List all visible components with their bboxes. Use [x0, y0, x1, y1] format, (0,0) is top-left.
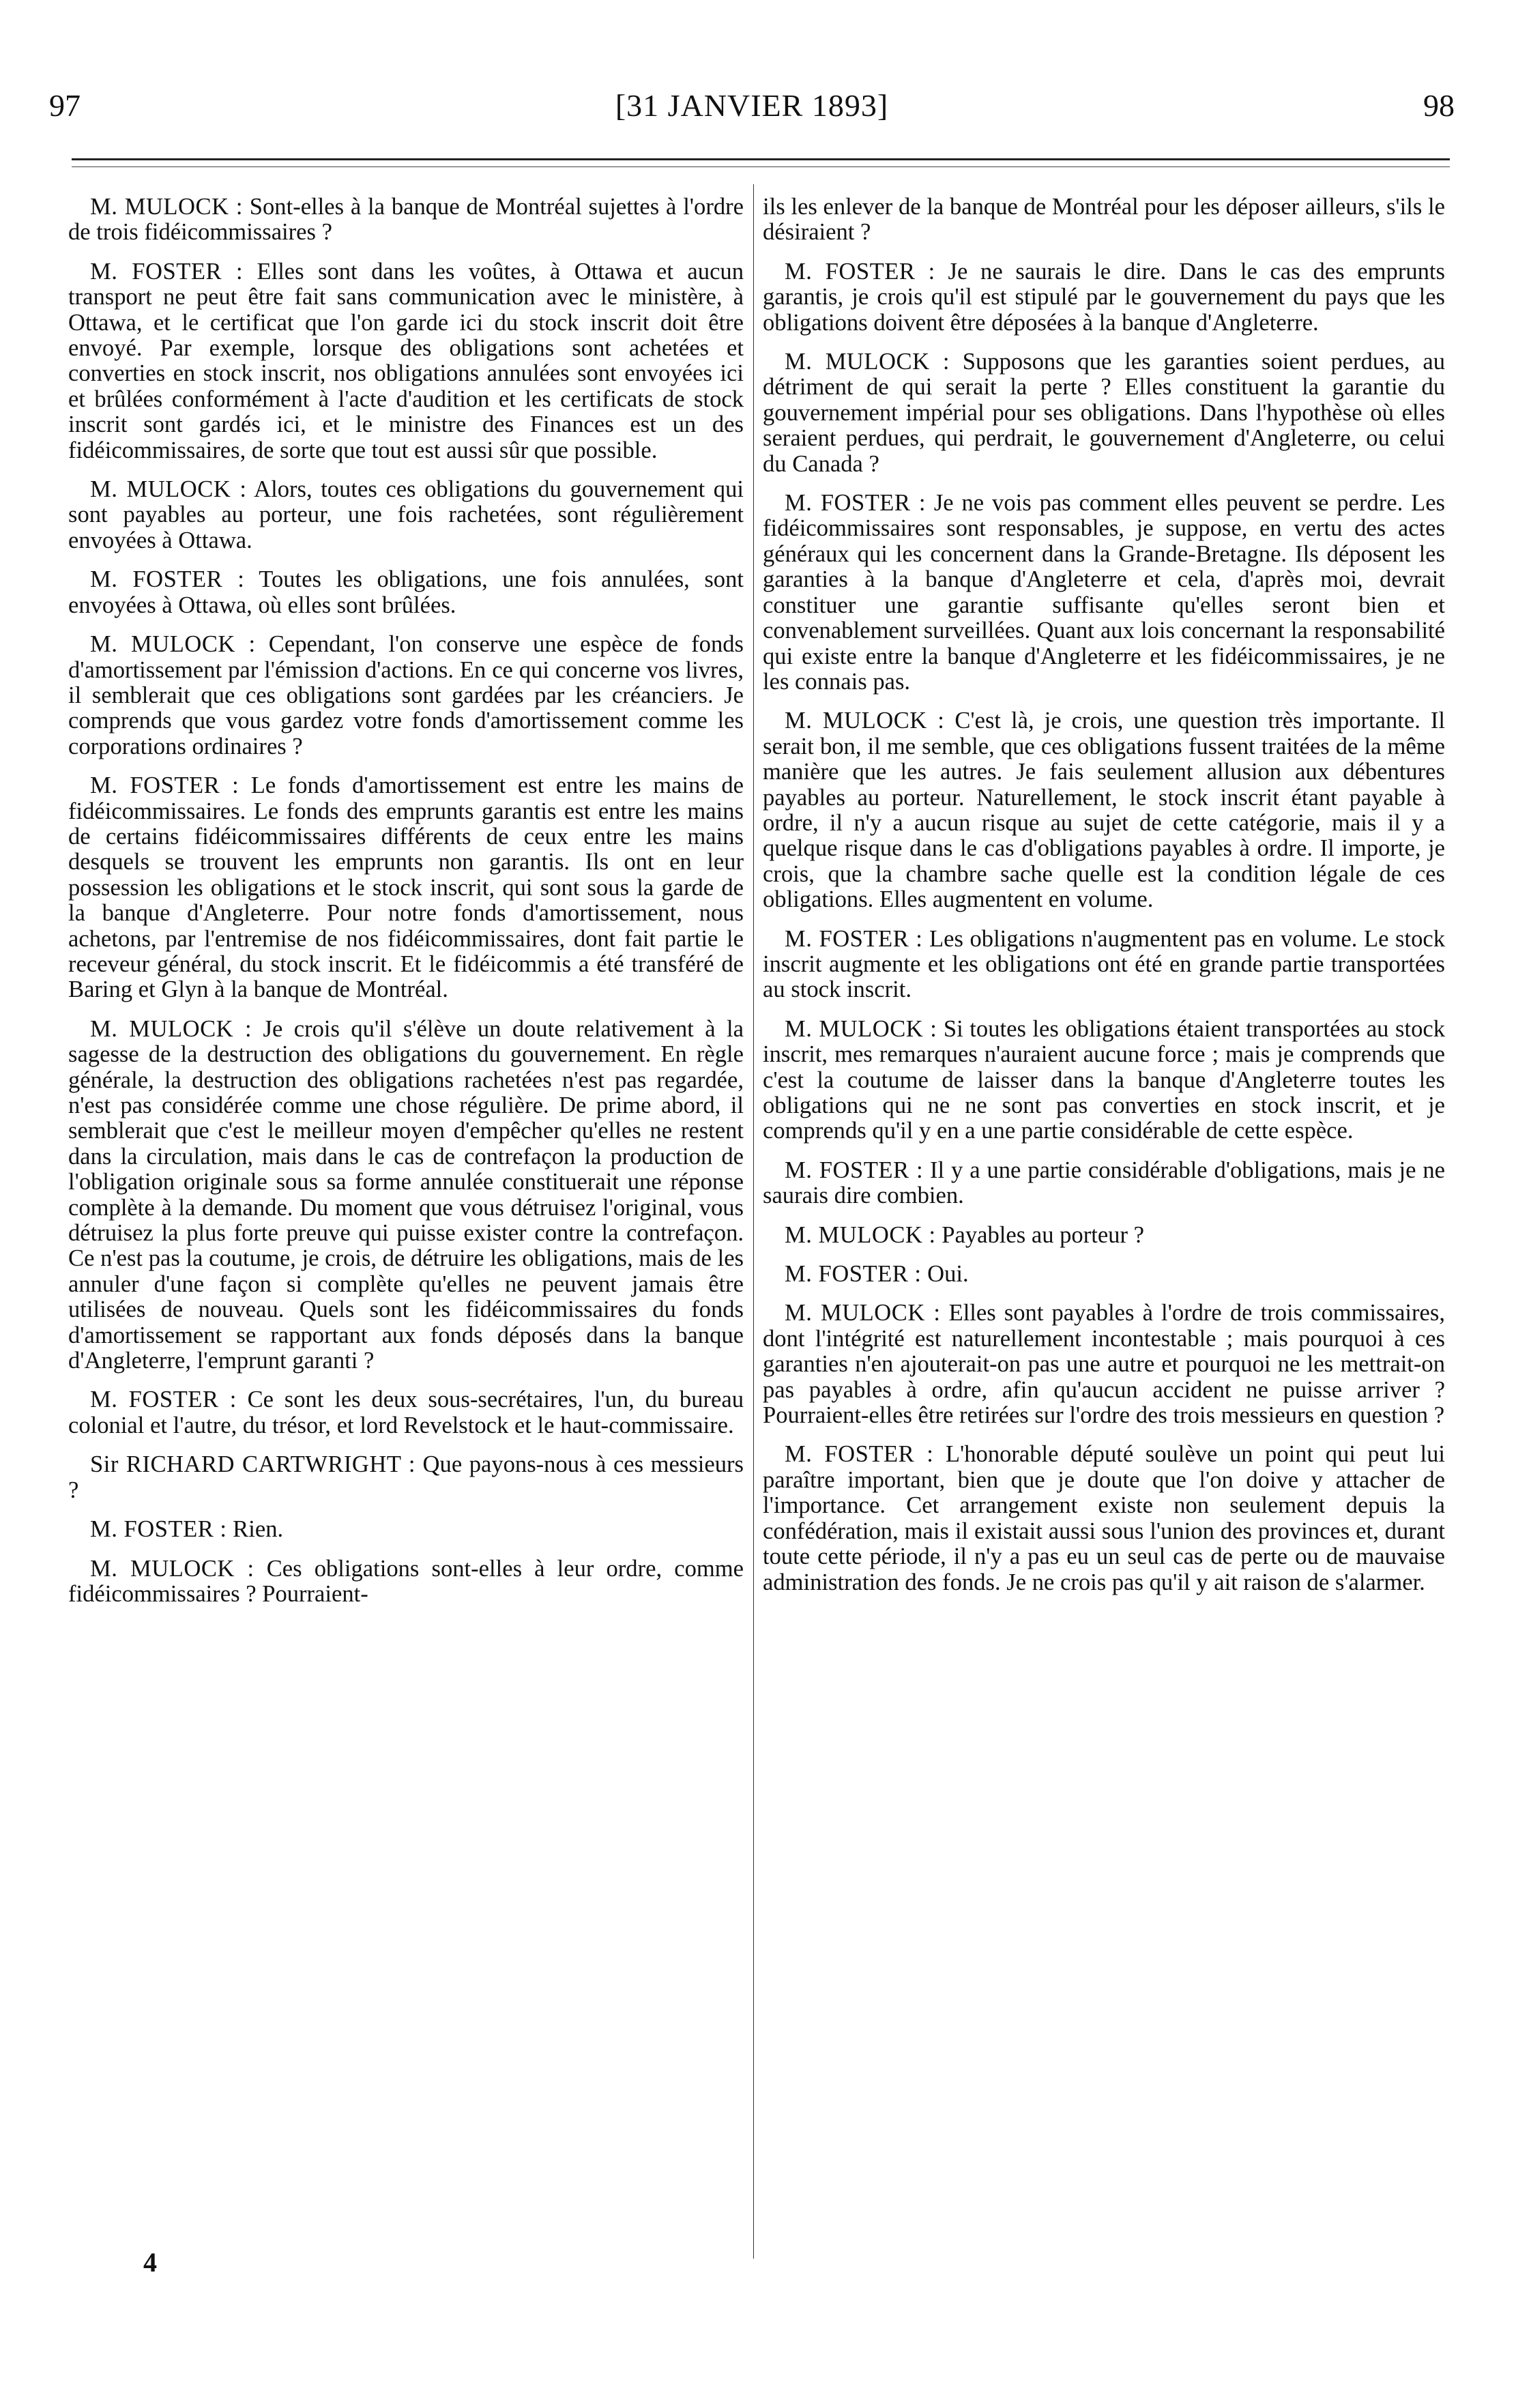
paragraph-text: Si toutes les obligations étaient transportées au stock inscrit, mes remarques n'auraient aucune force ; mais je comprends que c'est la coutume de laisser dans la banque d'Angleterre toutes les obligations qui ne ne sont pas converties en stock inscrit, et je comprends qu'il y en a une partie considérable de cette espèce. — [763, 1015, 1445, 1144]
speaker-name: M. MULOCK : — [785, 1221, 936, 1248]
paragraph — [68, 632, 744, 759]
page-number-right: 98 — [1423, 88, 1455, 123]
paragraph-text: Sont-elles à la banque de Montréal sujettes à l'ordre de trois fidéicommissaires ? — [68, 194, 744, 246]
page-number-left: 97 — [49, 88, 81, 123]
paragraph — [68, 567, 744, 618]
speaker-name: M. FOSTER : — [90, 1516, 227, 1543]
speaker-name: M. FOSTER : — [90, 566, 245, 593]
speaker-name: M. MULOCK : — [785, 349, 950, 375]
paragraph — [68, 194, 744, 246]
paragraph — [763, 349, 1445, 477]
paragraph — [763, 927, 1445, 1003]
speaker-name: M. FOSTER : — [785, 925, 923, 952]
paragraph-text: Je ne vois pas comment elles peuvent se perdre. Les fidéicommissaires sont responsables, je suppose, en vertu des actes généraux qui les concernent dans la Grande-Bretagne. Ils déposent les garanties à la banque d'Angleterre et cela, d'après moi, devrait constituer une garantie suffisante qu'elles seront bien et convenablement surveillées. Quant aux lois concernant la responsabilité qui existe entre la banque d'Angleterre et les fidéicommissaires, je ne les connais pas. — [763, 490, 1446, 695]
paragraph — [763, 1262, 1445, 1287]
paragraph — [68, 1387, 744, 1438]
paragraph-text: Payables au porteur ? — [935, 1221, 1144, 1248]
speaker-name: M. FOSTER : — [90, 1387, 237, 1413]
speaker-name: Sir RICHARD CARTWRIGHT : — [90, 1451, 416, 1478]
signature-number: 4 — [143, 2247, 157, 2278]
paragraph-text: Rien. — [227, 1516, 284, 1543]
paragraph-text: Je ne saurais le dire. Dans le cas des emprunts garantis, je crois qu'il est stipulé par le gouvernement du pays que les obligations doivent être déposées à la banque d'Angleterre. — [763, 258, 1445, 336]
column-divider — [753, 184, 754, 2259]
speaker-name: M. MULOCK : — [90, 476, 247, 503]
page-date: [31 JANVIER 1893] — [615, 88, 889, 123]
speaker-name: M. MULOCK : — [90, 1015, 252, 1042]
paragraph-text: ils les enlever de la banque de Montréal pour les déposer ailleurs, s'ils le désiraient ? — [763, 194, 1445, 246]
paragraph — [68, 1556, 744, 1608]
paragraph-text: Ces obligations sont-elles à leur ordre, comme fidéicommissaires ? Pourraient- — [68, 1555, 744, 1607]
paragraph-text: Que payons-nous à ces messieurs ? — [68, 1451, 744, 1503]
speaker-name: M. MULOCK : — [785, 1300, 941, 1326]
paragraph-text: C'est là, je crois, une question très importante. Il serait bon, il me semble, que ces obligations fussent traitées de la même manière que les autres. Je fais seulement allusion aux débentures payables au porteur. Naturellement, le stock inscrit étant payable à ordre, il n'y a aucun risque au sujet de cette catégorie, mais il y a quelque risque dans le cas d'obligations payables à ordre. Il importe, je crois, que la chambre sache quelle est la condition légale de ces obligations. Elles augmentent en volume. — [763, 708, 1445, 913]
right-column — [763, 194, 1445, 1609]
paragraph-text: Elles sont payables à l'ordre de trois commissaires, dont l'intégrité est naturellement incontestable ; mais pourquoi à ces garanties n'en ajouterait-on pas une autre et pourquoi ne les mettrait-on pas payables à ordre, afin qu'aucun accident ne puisse arriver ? Pourraient-elles être retirées sur l'ordre des trois messieurs en question ? — [763, 1300, 1445, 1429]
paragraph — [763, 1301, 1445, 1428]
paragraph-text: Oui. — [921, 1261, 969, 1288]
speaker-name: M. MULOCK : — [90, 194, 243, 220]
speaker-name: M. FOSTER : — [785, 490, 926, 517]
speaker-name: M. MULOCK : — [90, 631, 256, 658]
speaker-name: M. FOSTER : — [785, 1157, 924, 1183]
paragraph-text: Ce sont les deux sous-secrétaires, l'un, du bureau colonial et l'autre, du trésor, et lord Revelstock et le haut-commissaire. — [68, 1387, 744, 1438]
paragraph — [68, 1017, 744, 1374]
paragraph-text: Le fonds d'amortissement est entre les mains de fidéicommissaires. Le fonds des emprunts garantis est entre les mains de certains fidéicommissaires différents de ceux entre les mains desquels se trouvent les emprunts non garantis. Ils ont en leur possession les obligations et le stock inscrit, qui sont sous la garde de la banque d'Angleterre. Pour notre fonds d'amortissement, nous achetons, par l'entremise de nos fidéicommissaires, dont fait partie le receveur général, du stock inscrit. Et le fidéicommis a été transféré de Baring et Glyn à la banque de Montréal. — [68, 772, 744, 1003]
speaker-name: M. FOSTER : — [785, 1441, 934, 1468]
paragraph-text: Les obligations n'augmentent pas en volume. Le stock inscrit augmente et les obligations ont été en grande partie transportées au stock inscrit. — [763, 925, 1446, 1003]
paragraph — [68, 259, 744, 463]
paragraph-text: Supposons que les garanties soient perdues, au détriment de qui serait la perte ? Elles constituent la garantie du gouvernement impérial pour ses obligations. Dans l'hypothèse où elles seraient perdues, qui perdrait, le gouvernement d'Angleterre, ou celui du Canada ? — [763, 349, 1445, 477]
speaker-name: M. FOSTER : — [90, 772, 239, 799]
paragraph — [763, 491, 1445, 695]
speaker-name: M. MULOCK : — [785, 1015, 937, 1042]
paragraph-text: Il y a une partie considérable d'obligations, mais je ne saurais dire combien. — [763, 1157, 1446, 1209]
left-column — [68, 194, 744, 1621]
paragraph — [763, 259, 1445, 336]
paragraph — [68, 1452, 744, 1503]
paragraph — [763, 1442, 1445, 1595]
paragraph-text: Alors, toutes ces obligations du gouvernement qui sont payables au porteur, une fois rachetées, sont régulièrement envoyées à Ottawa. — [68, 476, 744, 553]
paragraph-text: L'honorable député soulève un point qui peut lui paraître important, bien que je doute que l'on doive y attacher de l'importance. Cet arrangement existe non seulement depuis la confédération, mais il existait aussi sous l'union des provinces et, durant toute cette période, il n'y a pas eu un seul cas de perte ou de mauvaise administration des fonds. Je ne crois pas qu'il y ait raison de s'alarmer. — [763, 1441, 1446, 1595]
paragraph — [763, 1017, 1445, 1144]
paragraph-text: Je crois qu'il s'élève un doute relativement à la sagesse de la destruction des obligations du gouvernement. En règle générale, la destruction des obligations rachetées n'est pas regardée, n'est pas considérée comme une chose régulière. De prime abord, il semblerait que c'est le meilleur moyen d'empêcher qu'elles ne restent dans la circulation, mais dans le cas de contrefaçon la production de l'obligation originale sous sa forme annulée constituerait une réponse complète à la demande. Du moment que vous détruisez l'original, vous détruisez la plus forte preuve qui puisse exister contre la contrefaçon. Ce n'est pas la coutume, je crois, de détruire les obligations, mais de les annuler d'une façon si complète qu'elles ne peuvent jamais être utilisées de nouveau. Quels sont les fidéicommissaires du fonds d'amortissement se rapportant aux fonds déposés dans la banque d'Angleterre, l'emprunt garanti ? — [68, 1015, 744, 1374]
paragraph — [68, 773, 744, 1003]
speaker-name: M. MULOCK : — [785, 708, 945, 734]
paragraph-text: Cependant, l'on conserve une espèce de fonds d'amortissement par l'émission d'actions. En ce qui concerne vos livres, il semblerait que ces obligations sont gardées par les créanciers. Je comprends que vous gardez votre fonds d'amortissement comme les corporations ordinaires ? — [68, 631, 744, 759]
page-header — [49, 87, 1455, 142]
speaker-name: M. MULOCK : — [90, 1555, 254, 1582]
header-rule-thick — [72, 158, 1450, 160]
speaker-name: M. FOSTER : — [785, 258, 935, 285]
paragraph — [763, 1158, 1445, 1209]
speaker-name: M. FOSTER : — [90, 258, 244, 285]
paragraph-text: Toutes les obligations, une fois annulées, sont envoyées à Ottawa, où elles sont brûlées. — [68, 566, 744, 618]
paragraph — [763, 194, 1445, 246]
paragraph-text: Elles sont dans les voûtes, à Ottawa et aucun transport ne peut être fait sans communication avec le ministère, à Ottawa, et le certificat que l'on garde ici du stock inscrit doit être envoyé. Par exemple, lorsque des obligations sont achetées et converties en stock inscrit, nos obligations annulées sont envoyées ici et brûlées conformément à l'acte d'audition et les certificats de stock inscrit sont gardés ici, et le ministre des Finances est un des fidéicommissaires, de sorte que tout est aussi sûr que possible. — [68, 258, 744, 463]
paragraph — [763, 708, 1445, 912]
speaker-name: M. FOSTER : — [785, 1261, 922, 1288]
paragraph — [68, 1517, 744, 1542]
paragraph — [763, 1223, 1445, 1248]
header-rule-thin — [72, 166, 1450, 167]
paragraph — [68, 477, 744, 553]
